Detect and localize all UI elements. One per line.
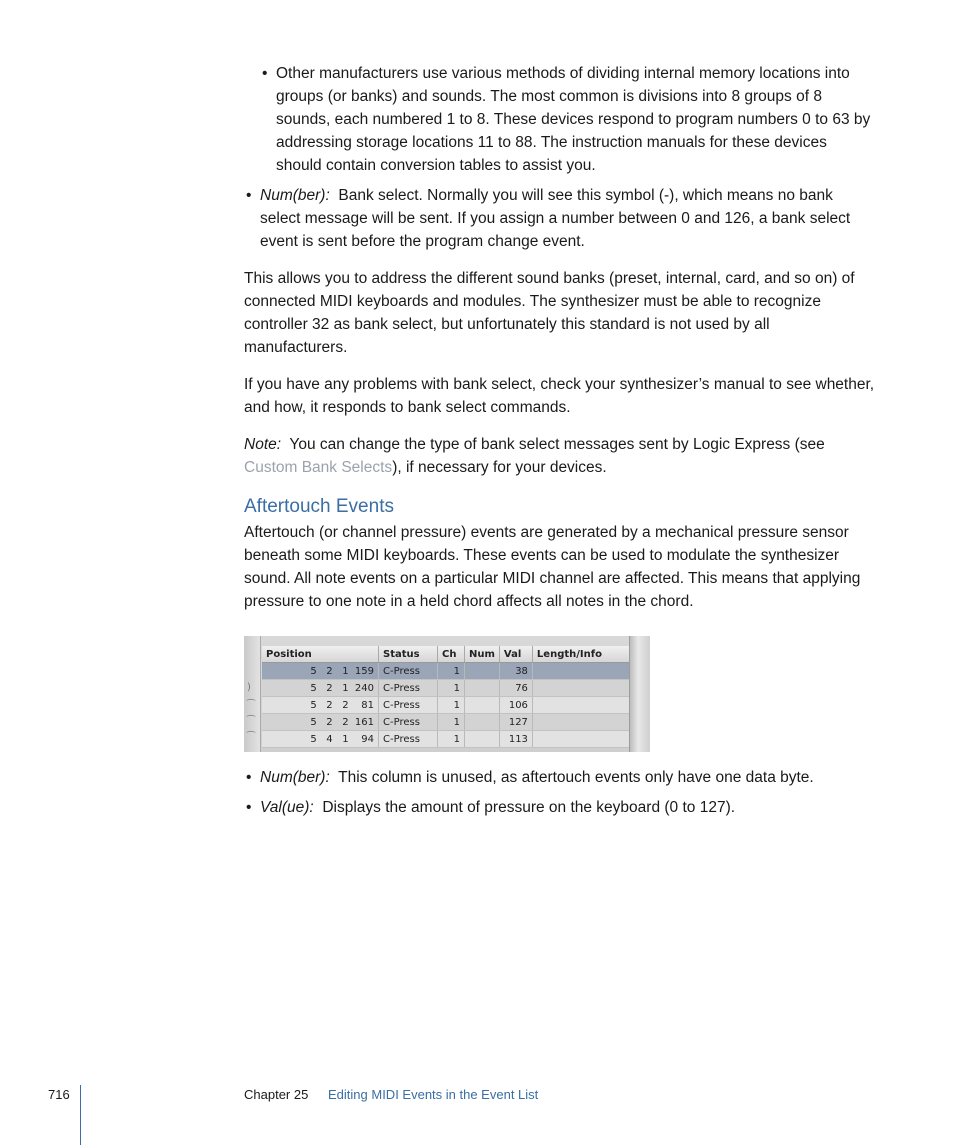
table-row[interactable] — [262, 697, 630, 714]
bullet-dot: • — [246, 769, 252, 786]
table-row[interactable] — [262, 731, 630, 748]
chapter-label: Chapter 25 — [244, 1087, 309, 1102]
cell-val: 127 — [499, 714, 532, 731]
cell-position: 5 2 1 159 — [262, 663, 379, 680]
paragraph-sound-banks: This allows you to address the different sound banks (preset, internal, card, and so on) of connected MIDI keyboards and modules. The synthesizer must be able to recognize controller 32 as bank select, but unfortunately this standard is not used by all manufacturers. — [244, 270, 855, 356]
bullet-dot: • — [246, 187, 252, 204]
cell-status: C-Press — [379, 663, 438, 680]
section-heading: Aftertouch Events — [244, 496, 394, 517]
cell-status: C-Press — [379, 680, 438, 697]
bullet-value — [246, 796, 876, 819]
cell-channel: 1 — [438, 697, 465, 714]
bullet-dot: • — [262, 65, 268, 82]
event-list-toolbar — [244, 636, 261, 752]
note-text: You can change the type of bank select messages sent by Logic Express (see — [289, 436, 825, 453]
paragraph-bank-select-problems: If you have any problems with bank select, check your synthesizer’s manual to see whether, and how, it responds to bank select commands. — [244, 376, 875, 416]
bullet-term: Val(ue): — [260, 799, 314, 816]
cell-val: 106 — [499, 697, 532, 714]
footer-divider — [80, 1085, 81, 1145]
column-header-num[interactable]: Num — [465, 646, 500, 663]
paragraph-aftertouch: Aftertouch (or channel pressure) events are generated by a mechanical pressure sensor beneath some MIDI keyboards. These events can be used to modulate the synthesizer sound. All note events on a particular MIDI channel are affected. This means that applying pressure to one note in a held chord affects all notes in the chord. — [244, 524, 861, 610]
chapter-title: Editing MIDI Events in the Event List — [328, 1087, 539, 1102]
bullet-term: Num(ber): — [260, 769, 330, 786]
cell-channel: 1 — [438, 663, 465, 680]
toolbar-icon: ⁀ — [247, 732, 256, 743]
cell-num — [465, 680, 500, 697]
cell-status: C-Press — [379, 714, 438, 731]
cell-status: C-Press — [379, 697, 438, 714]
column-header-position[interactable]: Position — [262, 646, 379, 663]
cell-channel: 1 — [438, 714, 465, 731]
cell-info — [532, 697, 629, 714]
bullet-other-manufacturers — [262, 62, 876, 177]
column-header-channel[interactable]: Ch — [438, 646, 465, 663]
cell-val: 76 — [499, 680, 532, 697]
cell-num — [465, 697, 500, 714]
cell-val: 113 — [499, 731, 532, 748]
custom-bank-selects-link[interactable]: Custom Bank Selects — [244, 459, 393, 476]
bullet-text: This column is unused, as aftertouch events only have one data byte. — [338, 769, 814, 786]
cell-info — [532, 731, 629, 748]
bullet-term: Num(ber): — [260, 187, 330, 204]
cell-num — [465, 731, 500, 748]
note-text-after: ), if necessary for your devices. — [392, 459, 607, 476]
event-list-scrollbar[interactable] — [629, 636, 650, 752]
page-number: 716 — [48, 1087, 70, 1102]
cell-channel: 1 — [438, 680, 465, 697]
cell-channel: 1 — [438, 731, 465, 748]
column-header-length-info[interactable]: Length/Info — [532, 646, 629, 663]
cell-val: 38 — [499, 663, 532, 680]
bullet-text: Other manufacturers use various methods of dividing internal memory locations into groups (or banks) and sounds. The most common is divisions into 8 groups of 8 sounds, each numbered 1 to 8. These devices respond to program numbers 0 to 63 by addressing storage locations 11 to 88. The instruction manuals for these devices should contain conversion tables to assist you. — [276, 65, 871, 174]
bullet-dot: • — [246, 799, 252, 816]
cell-status: C-Press — [379, 731, 438, 748]
toolbar-icon: ⁀ — [247, 700, 256, 711]
bullet-number — [246, 184, 876, 253]
column-header-val[interactable]: Val — [499, 646, 532, 663]
event-list-screenshot — [244, 636, 650, 752]
cell-position: 5 2 2 81 — [262, 697, 379, 714]
cell-info — [532, 714, 629, 731]
cell-num — [465, 714, 500, 731]
cell-info — [532, 663, 629, 680]
table-row[interactable] — [262, 663, 630, 680]
cell-position: 5 2 1 240 — [262, 680, 379, 697]
toolbar-icon: ) — [247, 682, 251, 693]
cell-num — [465, 663, 500, 680]
bullet-number-unused — [246, 766, 876, 789]
table-row[interactable] — [262, 714, 630, 731]
note-label: Note: — [244, 436, 282, 453]
table-header-row — [262, 646, 630, 663]
cell-position: 5 4 1 94 — [262, 731, 379, 748]
cell-position: 5 2 2 161 — [262, 714, 379, 731]
bullet-text: Displays the amount of pressure on the keyboard (0 to 127). — [322, 799, 736, 816]
toolbar-icon: ⁀ — [247, 716, 256, 727]
table-row[interactable] — [262, 680, 630, 697]
cell-info — [532, 680, 629, 697]
column-header-status[interactable]: Status — [379, 646, 438, 663]
event-list-table — [262, 646, 630, 748]
bullet-text: Bank select. Normally you will see this symbol (-), which means no bank select message will be sent. If you assign a number between 0 and 126, a bank select event is sent before the program change event. — [260, 187, 851, 250]
note-paragraph — [244, 433, 876, 479]
